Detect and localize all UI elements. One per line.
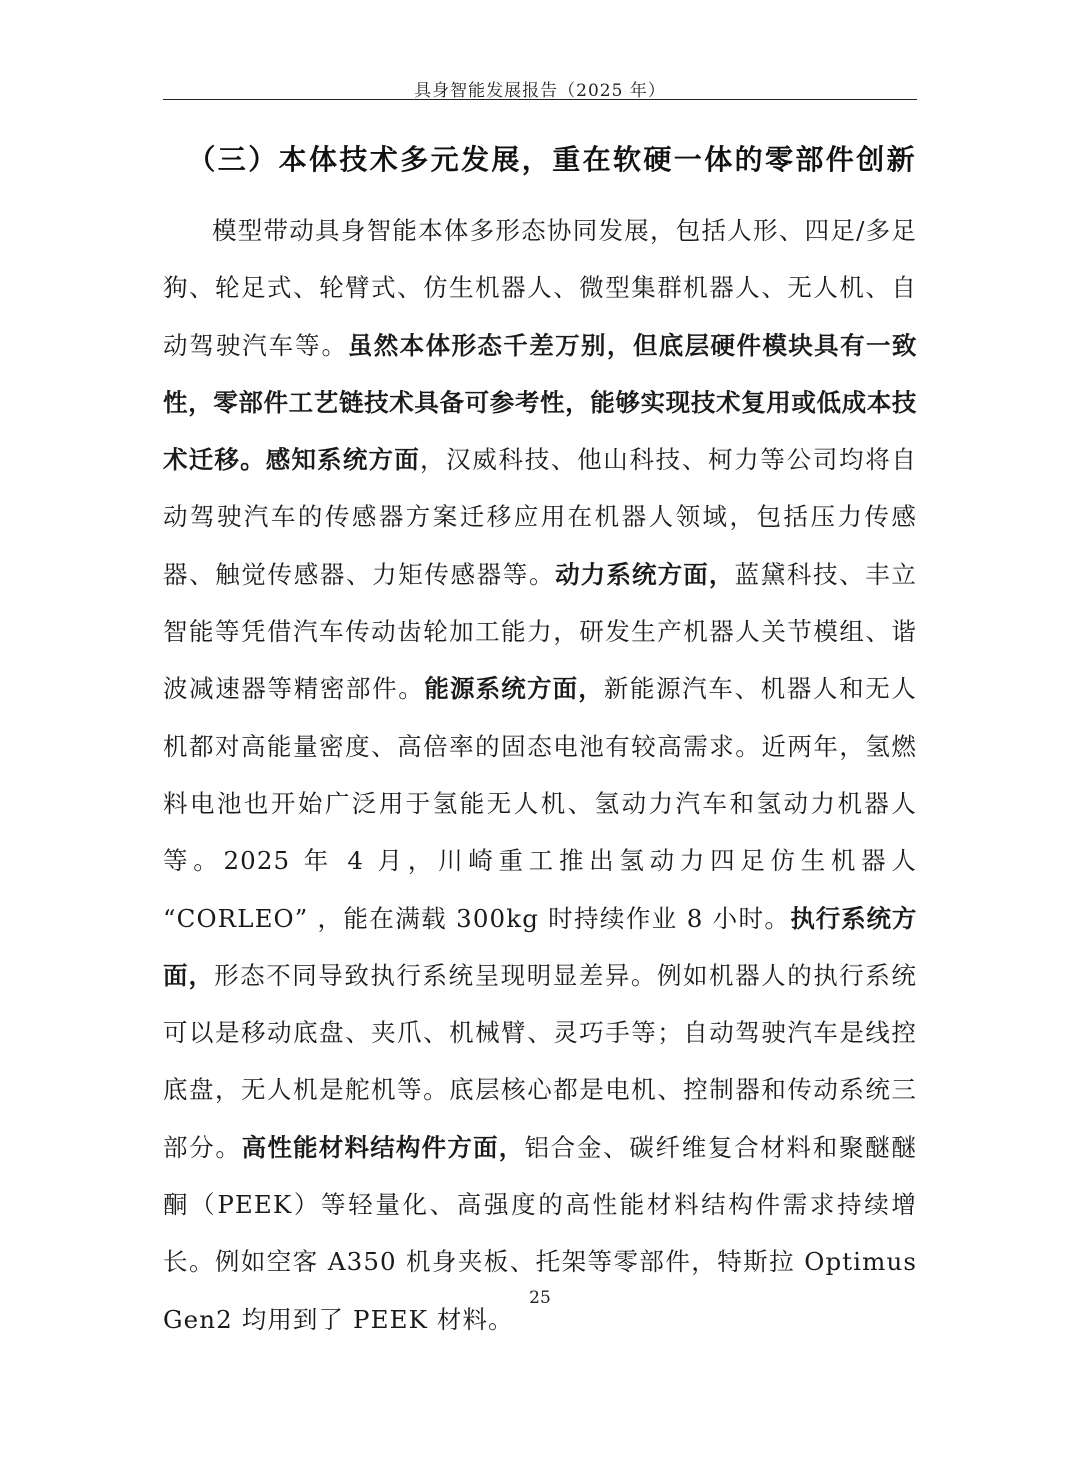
text-run: 模型带动具身智能本体多形态协同发展，包括人形、四足/多足狗、轮足式、轮臂式、仿生机器人、微型集群机器人、无人机、自动驾驶汽车等。: [163, 216, 917, 360]
bold-run: 高性能材料结构件方面，: [241, 1132, 525, 1162]
page-number: 25: [529, 1288, 551, 1308]
running-header: 具身智能发展报告（2025 年）: [414, 81, 666, 101]
text-run: 新能源汽车、机器人和无人机都对高能量密度、高倍率的固态电池有较高需求。近两年，氢燃料电池也开始广泛用于氢能无人机、氢动力汽车和氢动力机器人等。2025 年 4 月，川崎重工推出氢动力四足仿生机器人 “CORLEO” ，能在满载 300kg 时持续作业 8 小时。: [163, 674, 918, 933]
text-run: 蓝黛科技、丰立智能等凭借汽车传动齿轮加工能力，研发生产机器人关节模组、谐波减速器等精密部件。: [163, 559, 918, 704]
bold-run: 执行系统方面，: [163, 903, 917, 990]
bold-run: 动力系统方面，: [555, 559, 735, 589]
text-run: ，汉威科技、他山科技、柯力等公司均将自动驾驶汽车的传感器方案迁移应用在机器人领域，包括压力传感器、触觉传感器、力矩传感器等。: [163, 445, 917, 589]
bold-run: 能源系统方面，: [424, 674, 604, 704]
text-run: 形态不同导致执行系统呈现明显差异。例如机器人的执行系统可以是移动底盘、夹爪、机械臂、灵巧手等；自动驾驶汽车是线控底盘，无人机是舵机等。底层核心都是电机、控制器和传动系统三部分。: [163, 960, 918, 1162]
header-rule: [163, 99, 917, 100]
text-run: 铝合金、碳纤维复合材料和聚醚醚酮（PEEK）等轻量化、高强度的高性能材料结构件需求持续增长。例如空客 A350 机身夹板、托架等零部件，特斯拉 Optimus Gen2 均用到了 PEEK 材料。: [163, 1132, 917, 1334]
section-heading: （三）本体技术多元发展，重在软硬一体的零部件创新: [187, 143, 917, 176]
body-paragraph: [163, 202, 917, 1348]
bold-run: 虽然本体形态千差万别，但底层硬件模块具有一致性，零部件工艺链技术具备可参考性，能够实现技术复用或低成本技术迁移。: [163, 330, 918, 475]
bold-run: 感知系统方面: [265, 445, 420, 475]
